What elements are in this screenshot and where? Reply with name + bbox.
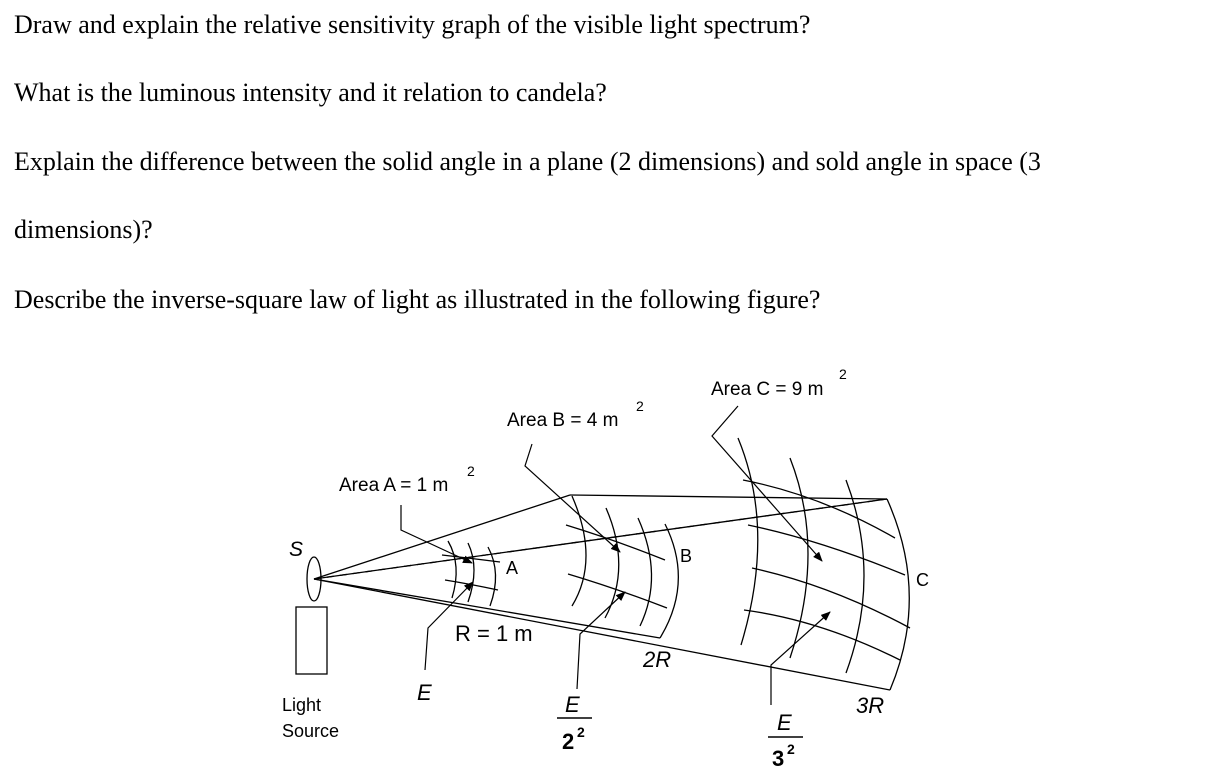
area-c-label: Area C = 9 m <box>711 379 824 400</box>
light-source-label-line1: Light <box>282 695 322 715</box>
svg-text:3: 3 <box>772 746 785 770</box>
surface-b <box>566 496 678 638</box>
intensity-e-label: E <box>417 680 432 705</box>
surface-c <box>738 438 910 690</box>
surface-a <box>442 541 500 606</box>
intensity-e-over-2-squared <box>557 692 592 754</box>
light-source-label-line2: Source <box>282 721 340 741</box>
question-1: Draw and explain the relative sensitivity graph of the visible light spectrum? <box>14 10 811 39</box>
surface-c-label: C <box>916 570 929 590</box>
leader-lines <box>401 406 830 705</box>
surface-b-label: B <box>680 546 693 566</box>
svg-text:2: 2 <box>577 724 585 740</box>
distance-2r-label: 2R <box>643 647 672 672</box>
question-2: What is the luminous intensity and it relation to candela? <box>14 78 607 107</box>
distance-r-label: R = 1 m <box>455 621 533 646</box>
distance-3r-label: 3R <box>856 693 885 718</box>
area-c-exponent: 2 <box>839 366 847 382</box>
light-source <box>296 557 327 674</box>
area-b-label: Area B = 4 m <box>507 410 619 431</box>
svg-text:2: 2 <box>787 741 795 757</box>
candle-body <box>296 607 327 674</box>
area-b-exponent: 2 <box>636 398 644 414</box>
svg-text:2: 2 <box>562 729 575 754</box>
intensity-e-over-3-squared <box>768 710 803 770</box>
question-4: Describe the inverse-square law of light as illustrated in the following figure? <box>14 285 821 314</box>
area-a-exponent: 2 <box>467 463 475 479</box>
question-3: Explain the difference between the solid angle in a plane (2 dimensions) and sold angle in space (3 <box>14 147 1041 176</box>
source-label: S <box>289 538 304 561</box>
area-a-label: Area A = 1 m <box>339 475 449 496</box>
surface-a-label: A <box>506 558 519 578</box>
svg-text:E: E <box>565 692 580 717</box>
question-3-continued: dimensions)? <box>14 215 153 244</box>
svg-text:E: E <box>777 710 792 735</box>
